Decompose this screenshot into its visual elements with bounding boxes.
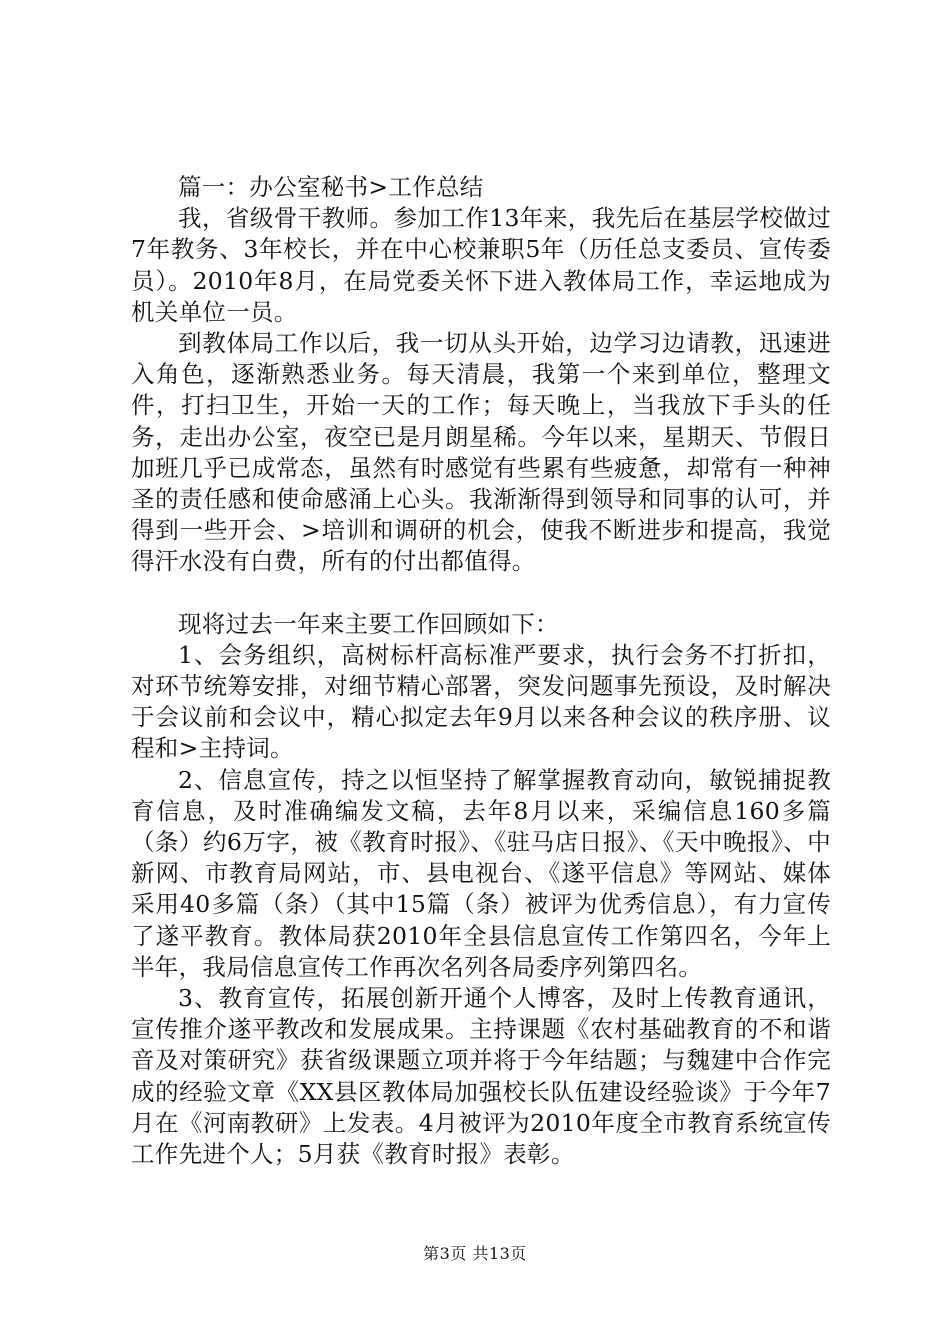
paragraph-gap: [131, 578, 831, 609]
paragraph-review-intro: 现将过去一年来主要工作回顾如下：: [178, 609, 559, 638]
paragraph-information-publicity: 2、信息宣传，持之以恒坚持了解掌握教育动向，敏锐捕捉教育信息，及时准确编发文稿，去年8月以来，采编信息160多篇（条）约6万字，被《教育时报》、《驻马店日报》、《天中晚报》、中新网、市教育局网站，市、县电视台、《遂平信息》等网站、媒体采用40多篇（条）（其中15篇（条）被评为优秀信息），有力宣传了遂平教育。教体局获2010年全县信息宣传工作第四名，今年上半年，我局信息宣传工作再次名列各局委序列第四名。: [131, 765, 831, 981]
paragraph-meeting-organization: 1、会务组织，高树标杆高标准严要求，执行会务不打折扣，对环节统筹安排，对细节精心部署，突发问题事先预设，及时解决于会议前和会议中，精心拟定去年9月以来各种会议的秩序册、议程和>主持词。: [131, 640, 831, 763]
paragraph-education-publicity: 3、教育宣传，拓展创新开通个人博客，及时上传教育通讯，宣传推介遂平教改和发展成果。主持课题《农村基础教育的不和谐音及对策研究》获省级课题立项并将于今年结题；与魏建中合作完成的经验文章《XX县区教体局加强校长队伍建设经验谈》于今年7月在《河南教研》上发表。4月被评为2010年度全市教育系统宣传工作先进个人；5月获《教育时报》表彰。: [131, 984, 831, 1169]
paragraph-intro: 我，省级骨干教师。参加工作13年来，我先后在基层学校做过7年教务、3年校长，并在中心校兼职5年（历任总支委员、宣传委员）。2010年8月，在局党委关怀下进入教体局工作，幸运地成为机关单位一员。: [131, 204, 831, 326]
section-heading: 篇一：办公室秘书>工作总结: [178, 173, 484, 201]
paragraph-daily-work: 到教体局工作以后，我一切从头开始，边学习边请教，迅速进入角色，逐渐熟悉业务。每天清晨，我第一个来到单位，整理文件，打扫卫生，开始一天的工作；每天晚上，当我放下手头的任务，走出办公室，夜空已是月朗星稀。今年以来，星期天、节假日加班几乎已成常态，虽然有时感觉有些累有些疲惫，却常有一种神圣的责任感和使命感涌上心头。我渐渐得到领导和同事的认可，并得到一些开会、>培训和调研的机会，使我不断进步和提高，我觉得汗水没有白费，所有的付出都值得。: [131, 329, 831, 576]
document-body: [131, 172, 831, 1170]
page-number-footer: 第3页 共13页: [423, 1244, 527, 1263]
